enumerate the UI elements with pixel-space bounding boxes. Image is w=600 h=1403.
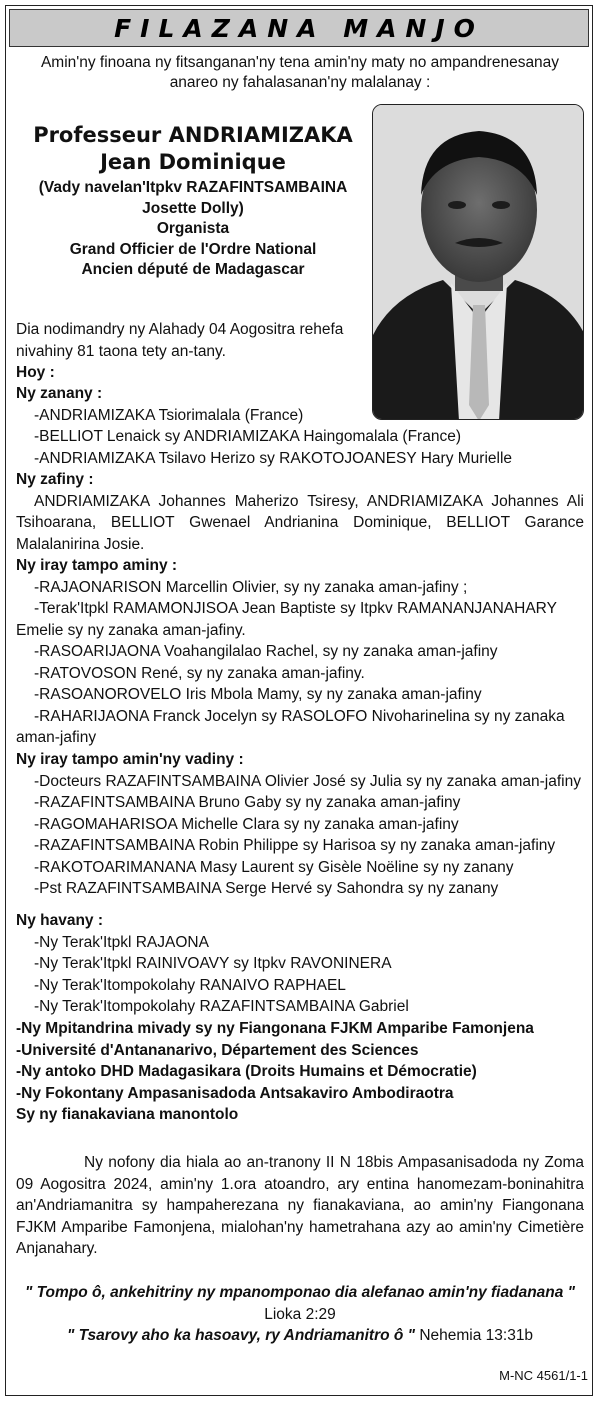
intro-text: Amin'ny finoana ny fitsanganan'ny tena amin'ny maty no ampandrenesanay anareo ny fahalasanan'ny malalanay : [40, 54, 560, 91]
banner-title: FILAZANA MANJO [114, 13, 484, 43]
title-former-deputy: Ancien député de Madagascar [81, 261, 305, 278]
quote-nehemiah: " Tsarovy aho ka hasoavy, ry Andriamanitro ô " [66, 1327, 415, 1344]
list-item: -RATOVOSON René, sy ny zanaka aman-jafiny. [34, 664, 365, 682]
list-item: -Pst RAZAFINTSAMBAINA Serge Hervé sy Sahondra sy ny zanany [34, 880, 499, 897]
list-item: -Ny Terak'Itompokolahy RANAIVO RAPHAEL [34, 976, 346, 994]
list-item: -RAHARIJAONA Franck Jocelyn sy RASOLOFO Nivoharinelina sy ny zanaka aman-jafiny [16, 707, 565, 746]
list-item: -RAZAFINTSAMBAINA Robin Philippe sy Harisoa sy ny zanaka aman-jafiny [34, 837, 556, 854]
spouse-line: (Vady navelan'Itpkv RAZAFINTSAMBAINA Josette Dolly) [38, 179, 348, 217]
list-item: -Ny Mpitandrina mivady sy ny Fiangonana FJKM Amparibe Famonjena [16, 1020, 534, 1037]
list-item: -Docteurs RAZAFINTSAMBAINA Olivier José sy Julia sy ny zanaka aman-jafiny [34, 772, 581, 790]
grandchildren-section [16, 469, 584, 555]
institutions-list [16, 1018, 584, 1126]
death-notice: Dia nodimandry ny Alahady 04 Aogositra rehefa nivahiny 81 taona tety an-tany. [16, 321, 344, 360]
spouse-siblings-section [16, 749, 591, 900]
list-item: -RAZAFINTSAMBAINA Bruno Gaby sy ny zanaka aman-jafiny [34, 794, 461, 811]
children-section [16, 383, 584, 469]
funeral-notice: Ny nofony dia hiala ao an-tranony II N 18bis Ampasanisadoda ny Zoma 09 Aogositra 2024, amin'ny 1.ora atoandro, ary entina hanomezam-boninahitra an'Andriamanitra sy hampaherezana ny fianakaviana, ao amin'ny Fiangonana FJKM Amparibe Famonjena, mialohan'ny hametrahana azy ao amin'ny Cimetière Anjanahary. [16, 1154, 584, 1257]
list-item: -Ny Terak'Itpkl RAJAONA [34, 933, 209, 951]
section-heading: Ny havany : [16, 912, 104, 929]
list-item: -Ny Terak'Itpkl RAINIVOAVY sy Itpkv RAVONINERA [34, 955, 392, 972]
list-item: -Terak'Itpkl RAMAMONJISOA Jean Baptiste sy Itpkv RAMANANJANAHARY Emelie sy ny zanaka aman-jafiny. [16, 600, 557, 639]
title-organist: Organista [156, 220, 230, 237]
quote-nehemiah-ref: Nehemia 13:31b [419, 1327, 534, 1344]
list-item: -ANDRIAMIZAKA Tsilavo Herizo sy RAKOTOJOANESY Hary Murielle [34, 449, 513, 467]
list-item: -RAJAONARISON Marcellin Olivier, sy ny zanaka aman-jafiny ; [34, 578, 468, 596]
deceased-name-line2: Jean Dominique [100, 150, 286, 174]
list-item: -Université d'Antananarivo, Département des Sciences [16, 1041, 419, 1059]
hoy-label: Hoy : [16, 364, 55, 381]
title-grand-officer: Grand Officier de l'Ordre National [69, 240, 317, 258]
section-heading: Ny iray tampo aminy : [16, 557, 178, 574]
quotes-block [16, 1282, 584, 1347]
list-item: -ANDRIAMIZAKA Tsiorimalala (France) [34, 406, 304, 424]
list-item: -RASOARIJAONA Voahangilalao Rachel, sy ny zanaka aman-jafiny [34, 643, 498, 660]
relatives-section [16, 910, 584, 1018]
list-item: -BELLIOT Lenaick sy ANDRIAMIZAKA Haingomalala (France) [34, 428, 461, 445]
section-heading: Ny iray tampo amin'ny vadiny : [16, 751, 244, 768]
section-heading: Ny zanany : [16, 385, 103, 402]
deceased-name-line1: Professeur ANDRIAMIZAKA [33, 123, 353, 147]
grandchildren-text: ANDRIAMIZAKA Johannes Maherizo Tsiresy, ANDRIAMIZAKA Johannes Ali Tsihoarana, BELLIOT Gwenael Andrianina Dominique, BELLIOT Garance Malalanirina Josie. [16, 492, 584, 553]
portrait-photo-icon [373, 105, 584, 420]
siblings-section [16, 555, 584, 749]
list-item: -Ny Terak'Itompokolahy RAZAFINTSAMBAINA Gabriel [34, 998, 409, 1015]
list-item: -Ny Fokontany Ampasanisadoda Antsakaviro Ambodiraotra [16, 1084, 454, 1102]
quote-luke: " Tompo ô, ankehitriny ny mpanomponao dia alefanao amin'ny fiadanana " [24, 1284, 576, 1301]
list-item: -Ny antoko DHD Madagasikara (Droits Humains et Démocratie) [16, 1063, 477, 1080]
list-item: -RAKOTOARIMANANA Masy Laurent sy Gisèle Noëline sy ny zanany [34, 858, 514, 876]
list-item: Sy ny fianakaviana manontolo [16, 1106, 239, 1123]
portrait-photo [372, 104, 584, 420]
section-heading: Ny zafiny : [16, 471, 94, 488]
list-item: -RAGOMAHARISOA Michelle Clara sy ny zanaka aman-jafiny [34, 815, 459, 833]
quote-luke-ref: Lioka 2:29 [264, 1305, 336, 1323]
notice-banner [9, 9, 589, 47]
reference-code: M-NC 4561/1-1 [499, 1368, 588, 1383]
deceased-header [16, 122, 370, 281]
list-item: -RASOANOROVELO Iris Mbola Mamy, sy ny zanaka aman-jafiny [34, 686, 482, 703]
